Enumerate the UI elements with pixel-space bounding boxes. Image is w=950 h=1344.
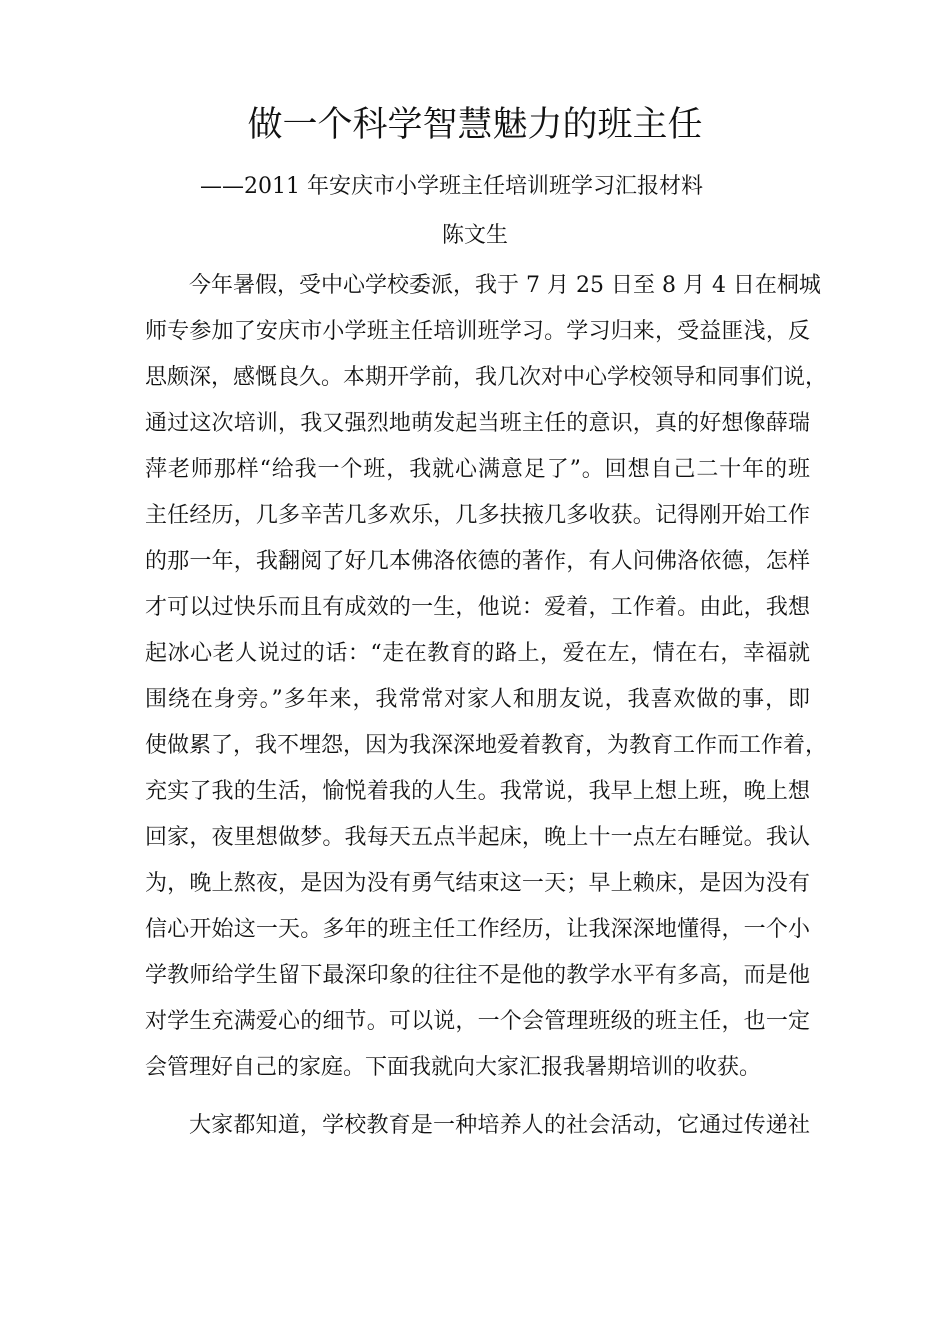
document-title: 做一个科学智慧魅力的班主任: [247, 105, 703, 145]
paragraph-line: 为，晚上熬夜，是因为没有勇气结束这一天；早上赖床，是因为没有: [145, 871, 810, 896]
document-author: 陈文生: [441, 223, 508, 248]
paragraph-line: 通过这次培训，我又强烈地萌发起当班主任的意识，真的好想像薛瑞: [145, 411, 810, 436]
paragraph-line: 大家都知道，学校教育是一种培养人的社会活动，它通过传递社: [189, 1113, 810, 1138]
paragraph-line: 围绕在身旁。”多年来，我常常对家人和朋友说，我喜欢做的事，即: [145, 687, 810, 712]
paragraph-line: 起冰心老人说过的话：“走在教育的路上，爱在左，情在右，幸福就: [145, 641, 810, 666]
paragraph: [145, 263, 828, 1091]
paragraph-line: 思颇深，感慨良久。本期开学前，我几次对中心学校领导和同事们说，: [145, 365, 828, 390]
paragraph-line: 充实了我的生活，愉悦着我的人生。我常说，我早上想上班，晚上想: [145, 779, 810, 804]
paragraph-line: 今年暑假，受中心学校委派，我于 7 月 25 日至 8 月 4 日在桐城: [189, 273, 821, 298]
paragraph-line: 才可以过快乐而且有成效的一生，他说：爱着，工作着。由此，我想: [145, 595, 810, 620]
paragraph-spacer: [145, 1091, 810, 1103]
paragraph-line: 的那一年，我翻阅了好几本佛洛依德的著作，有人问佛洛依德，怎样: [145, 549, 810, 574]
paragraph: [145, 1103, 810, 1149]
paragraph-line: 学教师给学生留下最深印象的往往不是他的教学水平有多高，而是他: [145, 963, 810, 988]
paragraph-line: 回家，夜里想做梦。我每天五点半起床，晚上十一点左右睡觉。我认: [145, 825, 810, 850]
paragraph-line: 信心开始这一天。多年的班主任工作经历，让我深深地懂得，一个小: [145, 917, 810, 942]
document-subtitle: ——2011 年安庆市小学班主任培训班学习汇报材料: [200, 174, 703, 199]
paragraph-line: 会管理好自己的家庭。下面我就向大家汇报我暑期培训的收获。: [145, 1055, 762, 1080]
document-body: [145, 263, 828, 1149]
paragraph-line: 师专参加了安庆市小学班主任培训班学习。学习归来，受益匪浅，反: [145, 319, 810, 344]
paragraph-line: 使做累了，我不埋怨，因为我深深地爱着教育，为教育工作而工作着，: [145, 733, 828, 758]
paragraph-line: 对学生充满爱心的细节。可以说，一个会管理班级的班主任，也一定: [145, 1009, 810, 1034]
paragraph-line: 主任经历，几多辛苦几多欢乐，几多扶掖几多收获。记得刚开始工作: [145, 503, 810, 528]
paragraph-line: 萍老师那样“给我一个班，我就心满意足了”。回想自己二十年的班: [145, 457, 810, 482]
